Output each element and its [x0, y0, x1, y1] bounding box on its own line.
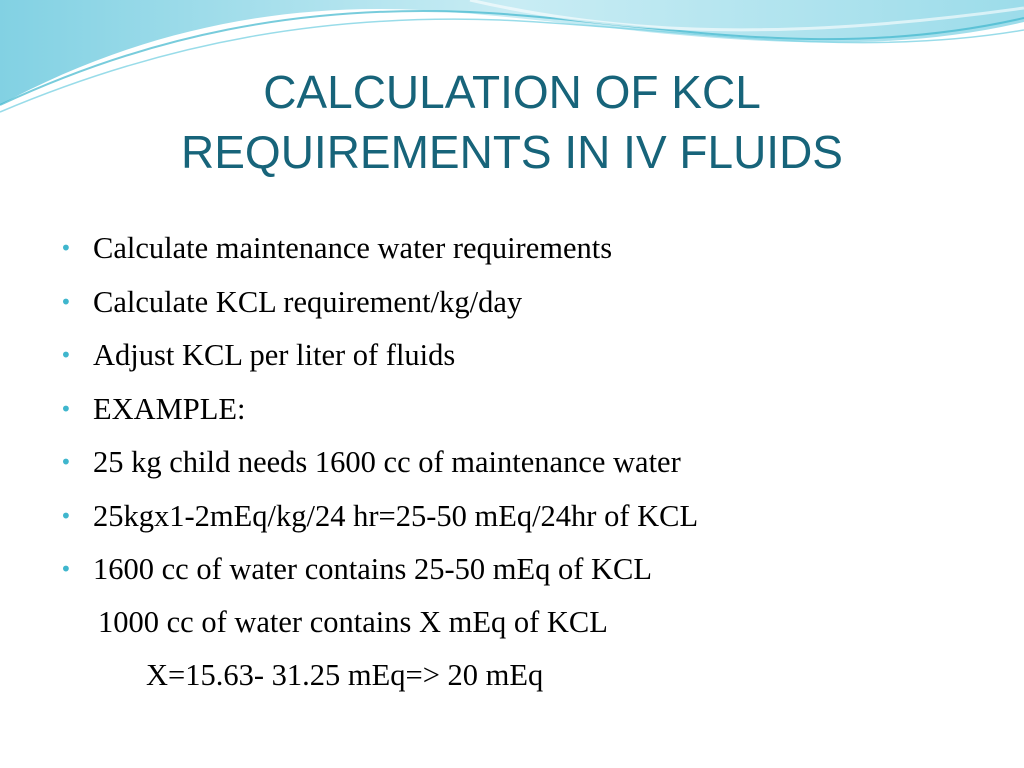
list-item: [58, 222, 998, 276]
bullet-dot-icon: •: [60, 450, 72, 474]
list-item-text: Adjust KCL per liter of fluids: [93, 338, 456, 372]
list-item: [58, 276, 998, 330]
list-item: [58, 383, 998, 437]
slide-title-line-1: CALCULATION OF KCL: [263, 66, 761, 118]
bullet-dot-icon: •: [60, 557, 72, 581]
bullet-dot-icon: •: [60, 396, 72, 421]
continuation-line-1: 1000 cc of water contains X mEq of KCL: [98, 605, 608, 639]
list-item-text: Calculate maintenance water requirements: [93, 231, 613, 265]
list-item: [58, 436, 998, 490]
list-item: [58, 490, 998, 544]
continuation-line-2: X=15.63- 31.25 mEq=> 20 mEq: [146, 658, 544, 692]
list-item: [58, 329, 998, 383]
list-item-text: Calculate KCL requirement/kg/day: [93, 284, 523, 319]
slide-title-line-2: REQUIREMENTS IN IV FLUIDS: [181, 126, 843, 178]
bullet-dot-icon: •: [60, 343, 72, 367]
bullet-dot-icon: •: [60, 503, 72, 528]
bullet-list: [58, 222, 998, 597]
list-item-text: 25 kg child needs 1600 cc of maintenance water: [93, 445, 681, 479]
list-item: [58, 543, 998, 597]
bullet-dot-icon: •: [60, 289, 72, 314]
list-item-text: 1600 cc of water contains 25-50 mEq of KCL: [93, 552, 653, 586]
bullet-dot-icon: •: [60, 236, 72, 260]
list-item-text: EXAMPLE:: [93, 391, 246, 426]
slide-title: [0, 62, 1024, 182]
list-item-text: 25kgx1-2mEq/kg/24 hr=25-50 mEq/24hr of KCL: [93, 498, 699, 533]
